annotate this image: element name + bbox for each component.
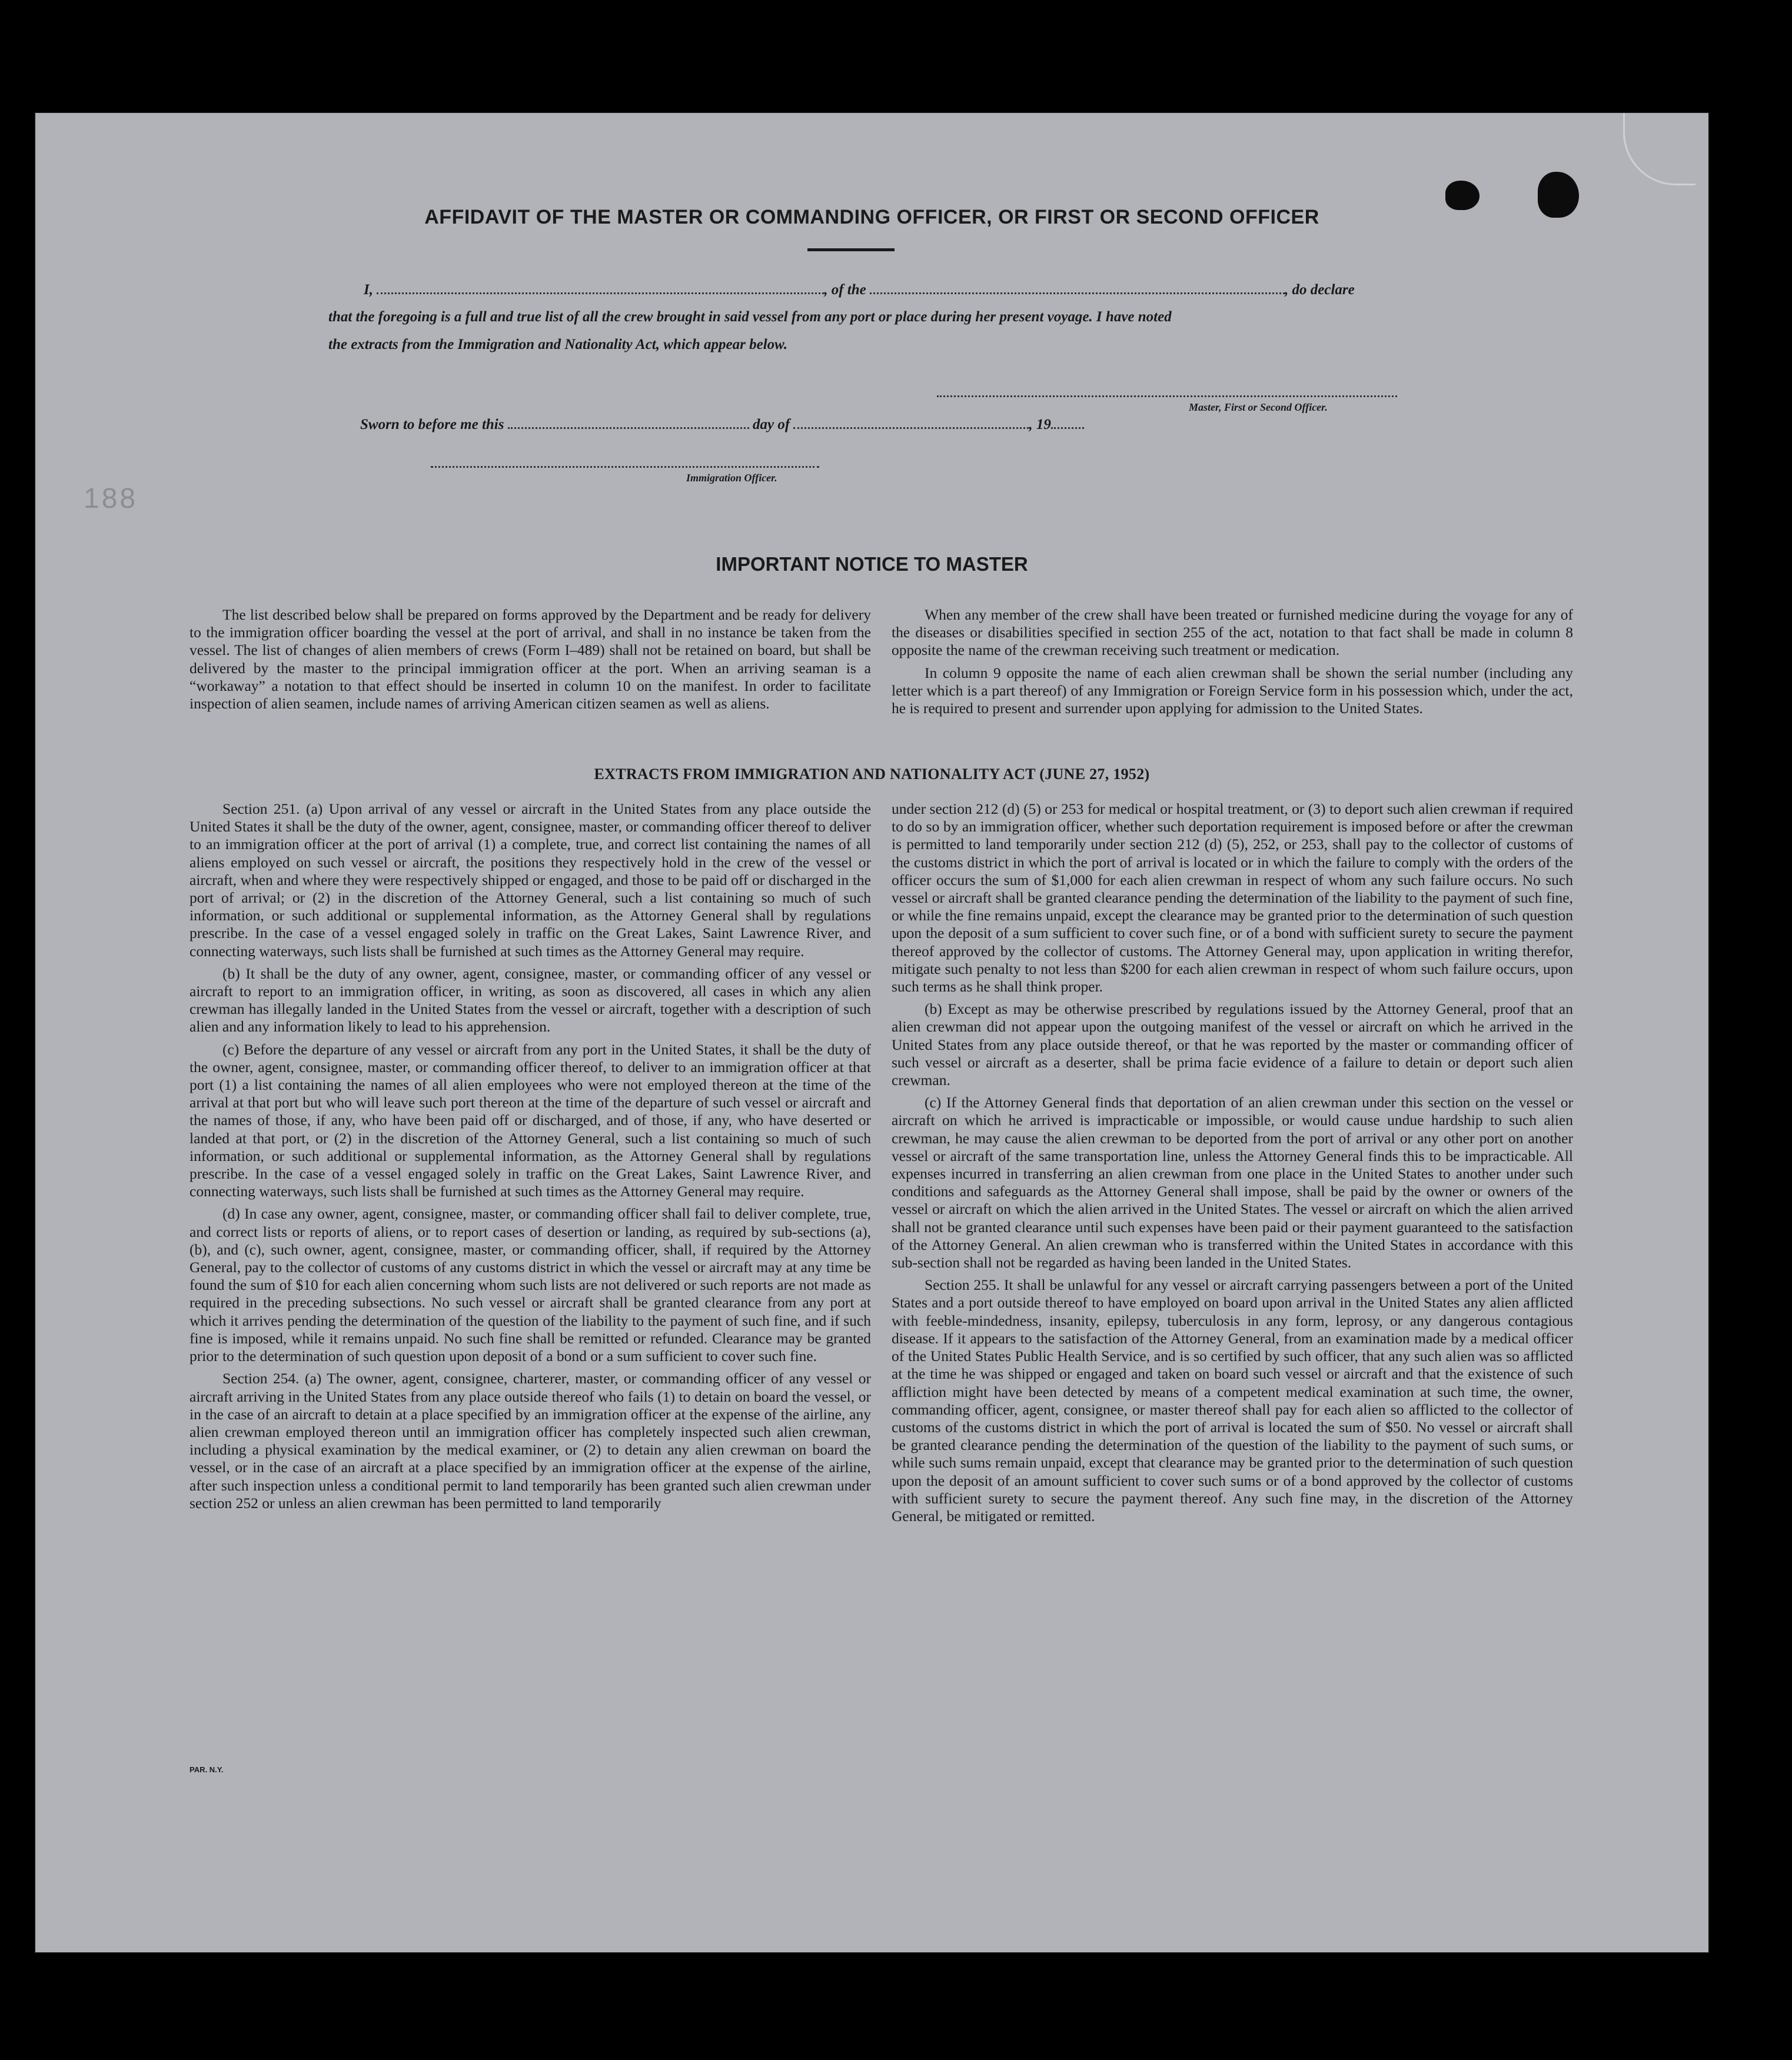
notice-right-paragraph-2: In column 9 opposite the name of each alien crewman shall be shown the serial number (including any letter which is a part thereof) of any Immigration or Foreign Service form in his possession which, under the act, he is required to present and surrender upon applying for admission to the United States. [892,664,1573,717]
notice-left-paragraph: The list described below shall be prepared on forms approved by the Department and be ready for delivery to the immigration officer boarding the vessel at the port of arrival, and shall in no instance be taken from the vessel. The list of changes of alien members of crews (Form I–489) shall not be retained on board, but shall be delivered by the master to the principal immigration officer at the port. When an arriving seaman is a “workaway” a notation to that effect should be inserted in column 10 on the manifest. In order to facilitate inspection of alien seamen, include names of arriving American citizen seamen as well as aliens. [189,606,871,713]
do-declare-label: , do declare [1285,282,1355,298]
notice-right-paragraph-1: When any member of the crew shall have been treated or furnished medicine during the voyage for any of the diseases or disabilities specified in section 255 of the act, notation to that fact shall be made in column 8 opposite the name of the crewman receiving such treatment or medication. [892,606,1573,659]
declaration-line-1 [364,281,1355,298]
sworn-label: Sworn to before me this [360,417,504,432]
affidavit-title: AFFIDAVIT OF THE MASTER OR COMMANDING OFFICER, OR FIRST OR SECOND OFFICER [424,206,1319,228]
master-caption: Master, First or Second Officer. [1189,401,1328,413]
declaration-line-2: that the foregoing is a full and true list of all the crew brought in said vessel from any port or place during her present voyage. I have noted [328,309,1172,325]
section-254-a: Section 254. (a) The owner, agent, consignee, charterer, master, or commanding officer of any vessel or aircraft arriving in the United States from any place outside thereof who fails (1) to detain on board the vessel, or in the case of an aircraft to detain at a place specified by an immigration officer at the expense of the airline, any alien crewman employed thereon until an immigration officer has completely inspected such alien crewman, including a physical examination by the medical examiner, or (2) to detain any alien crewman on board the vessel, or in the case of an aircraft at a place specified by an immigration officer at the expense of the airline, after such inspection unless a conditional permit to land temporarily has been granted such alien crewman under section 252 or unless an alien crewman has been permitted to land temporarily [189,1370,871,1512]
printer-mark: PAR. N.Y. [189,1765,224,1774]
sworn-line [360,415,1084,433]
section-254-c: (c) If the Attorney General finds that deportation of an alien crewman under this section on the vessel or aircraft on which he arrived is impracticable or impossible, or would cause undue hardship to such alien crewman, he may cause the alien crewman to be deported from the port of arrival or any other port on another vessel or aircraft of the same transportation line, unless the Attorney General finds this to be impracticable. All expenses incurred in transferring an alien crewman from one place in the United States to another under such conditions and safeguards as the Attorney General shall impose, shall be paid by the owner or owners of the vessel or aircraft on which the alien arrived in the United States. The vessel or aircraft on which the alien arrived shall not be granted clearance until such expenses have been paid or their payment guaranteed to the satisfaction of the Attorney General. An alien crewman who is transferred within the United States in accordance with this sub-section shall not be regarded as having been landed in the United States. [892,1094,1573,1272]
scan-border [0,0,1,1]
section-254-b: (b) Except as may be otherwise prescribed by regulations issued by the Attorney General, proof that an alien crewman did not appear upon the outgoing manifest of the vessel or aircraft on which he arrived in the United States from any place outside thereof, or that he was reported by the master or commanding officer of such vessel or aircraft as a deserter, shall be prima facie evidence of a failure to detain or deport such alien crewman. [892,1000,1573,1089]
section-251-b: (b) It shall be the duty of any owner, agent, consignee, master, or commanding officer of any vessel or aircraft to report to an immigration officer, in writing, as soon as discovered, all cases in which any alien crewman has illegally landed in the United States from the vessel or aircraft, together with a description of such alien and any information likely to lead to his apprehension. [189,964,871,1036]
extracts-heading: EXTRACTS FROM IMMIGRATION AND NATIONALITY ACT (JUNE 27, 1952) [594,766,1150,783]
extracts-left-column [189,800,871,1517]
sworn-day-field[interactable] [508,415,749,429]
of-the-label: , of the [824,282,866,298]
year-label: , 19 [1029,417,1051,432]
notice-right-column [892,606,1573,722]
notice-heading: IMPORTANT NOTICE TO MASTER [716,553,1028,575]
section-255: Section 255. It shall be unlawful for any vessel or aircraft carrying passengers between a port of the United States and a port outside thereof to have employed on board upon arrival in the United States any alien afflicted with feeble-mindedness, insanity, epilepsy, tuberculosis in any form, leprosy, or any dangerous contagious disease. If it appears to the satisfaction of the Attorney General, from an examination made by a medical officer of the United States Public Health Service, and is so certified by such officer, that any such alien was so afflicted at the time he was shipped or engaged and taken on board such vessel or aircraft and that the existence of such affliction might have been detected by means of a competent medical examination at such time, the owner, commanding officer, agent, consignee, or master thereof shall pay for each alien so afflicted to the collector of customs of the customs district in which the port of arrival is located the sum of $50. No vessel or aircraft shall be granted clearance pending the determination of the question of the liability to the payment of such sums, or while such sums remain unpaid, except that clearance may be granted prior to the determination of such question upon the deposit of an amount sufficient to cover such sums or of a bond approved by the collector of customs with sufficient surety to secure the payment thereof. Any such fine may, in the discretion of the Attorney General, be mitigated or remitted. [892,1276,1573,1525]
section-251-c: (c) Before the departure of any vessel or aircraft from any port in the United States, it shall be the duty of the owner, agent, consignee, master, or commanding officer thereof, to deliver to an immigration officer at that port (1) a list containing the names of all alien employees who were not employed thereon at the time of the arrival at that port but who will leave such port thereon at the time of the departure of such vessel or aircraft and the names of those, if any, who have been paid off or discharged, and of those, if any, who have deserted or landed at that port, or (2) in the discretion of the Attorney General, such a list containing so much of such information, or such additional or supplemental information, as the Attorney General shall by regulations prescribe. In the case of a vessel engaged solely in traffic on the Great Lakes, Saint Lawrence River, and connecting waterways, such lists shall be furnished at such times as the Attorney General may require. [189,1040,871,1200]
sworn-year-field[interactable] [1051,415,1084,429]
sworn-month-field[interactable] [793,415,1029,429]
section-254-a-continued: under section 212 (d) (5) or 253 for medical or hospital treatment, or (3) to deport such alien crewman if required to do so by an immigration officer, whether such deportation requirement is imposed before or after the crewman is permitted to land temporarily under section 212 (d) (5), 252, or 253, shall pay to the collector of customs of the customs district in which the port of arrival is located or in which the failure to comply with the orders of the officer occurs the sum of $1,000 for each alien crewman in respect of whom any such failure occurs. No such vessel or aircraft shall be granted clearance pending the determination of the liability to the payment of such fine, or while the fine remains unpaid, except the clearance may be granted prior to the determination of such question upon the deposit of a sum sufficient to cover such fine, or of a bond with sufficient surety to secure the payment thereof approved by the collector of customs. The Attorney General may, upon application in writing therefor, mitigate such penalty to not less than $200 for each alien crewman in respect of whom such failure occurs, upon such terms as he shall think proper. [892,800,1573,996]
master-signature-line[interactable] [937,395,1397,397]
declaration-line-3: the extracts from the Immigration and Nationality Act, which appear below. [328,337,788,352]
immigration-officer-signature-line[interactable] [431,466,819,468]
page-corner-curl [1623,113,1695,185]
name-field[interactable] [377,281,824,294]
section-251-a: Section 251. (a) Upon arrival of any vessel or aircraft in the United States from any place outside the United States it shall be the duty of the owner, agent, consignee, master, or commanding officer thereof to deliver to an immigration officer at the port of arrival (1) a complete, true, and correct list containing the names of all aliens employed on such vessel or aircraft, the positions they respectively hold in the crew of the vessel or aircraft, when and where they were respectively shipped or engaged, and those to be paid off or discharged in the port of arrival; or (2) in the discretion of the Attorney General, such a list containing so much of such information, or such additional or supplemental information, as the Attorney General shall by regulations prescribe. In the case of a vessel engaged solely in traffic on the Great Lakes, Saint Lawrence River, and connecting waterways, such lists shall be furnished at such times as the Attorney General may require. [189,800,871,960]
section-251-d: (d) In case any owner, agent, consignee, master, or commanding officer shall fail to deliver complete, true, and correct lists or reports of aliens, or to report cases of desertion or landing, as required by sub-sections (a), (b), and (c), such owner, agent, consignee, master, or commanding officer, shall, if required by the Attorney General, pay to the collector of customs of any customs district in which the vessel or aircraft may at any time be found the sum of $10 for each alien concerning whom such lists are not delivered or such reports are not made as required in the preceding subsections. No such vessel or aircraft shall be granted clearance from any port at which it arrives pending the determination of the question of the liability to the payment of such fine, and if such fine is imposed, while it remains unpaid. No such fine shall be remitted or refunded. Clearance may be granted prior to the determination of such question upon deposit of a bond or a sum sufficient to cover such fine. [189,1205,871,1365]
notice-left-column [189,606,871,717]
extracts-right-column [892,800,1573,1530]
form-page [35,113,1708,1952]
title-underline [807,248,895,251]
i-label: I, [364,282,373,298]
day-of-label: day of [752,417,790,432]
faint-stamp-number: 188 [84,483,138,514]
officer-caption: Immigration Officer. [686,472,777,484]
vessel-field[interactable] [870,281,1285,294]
